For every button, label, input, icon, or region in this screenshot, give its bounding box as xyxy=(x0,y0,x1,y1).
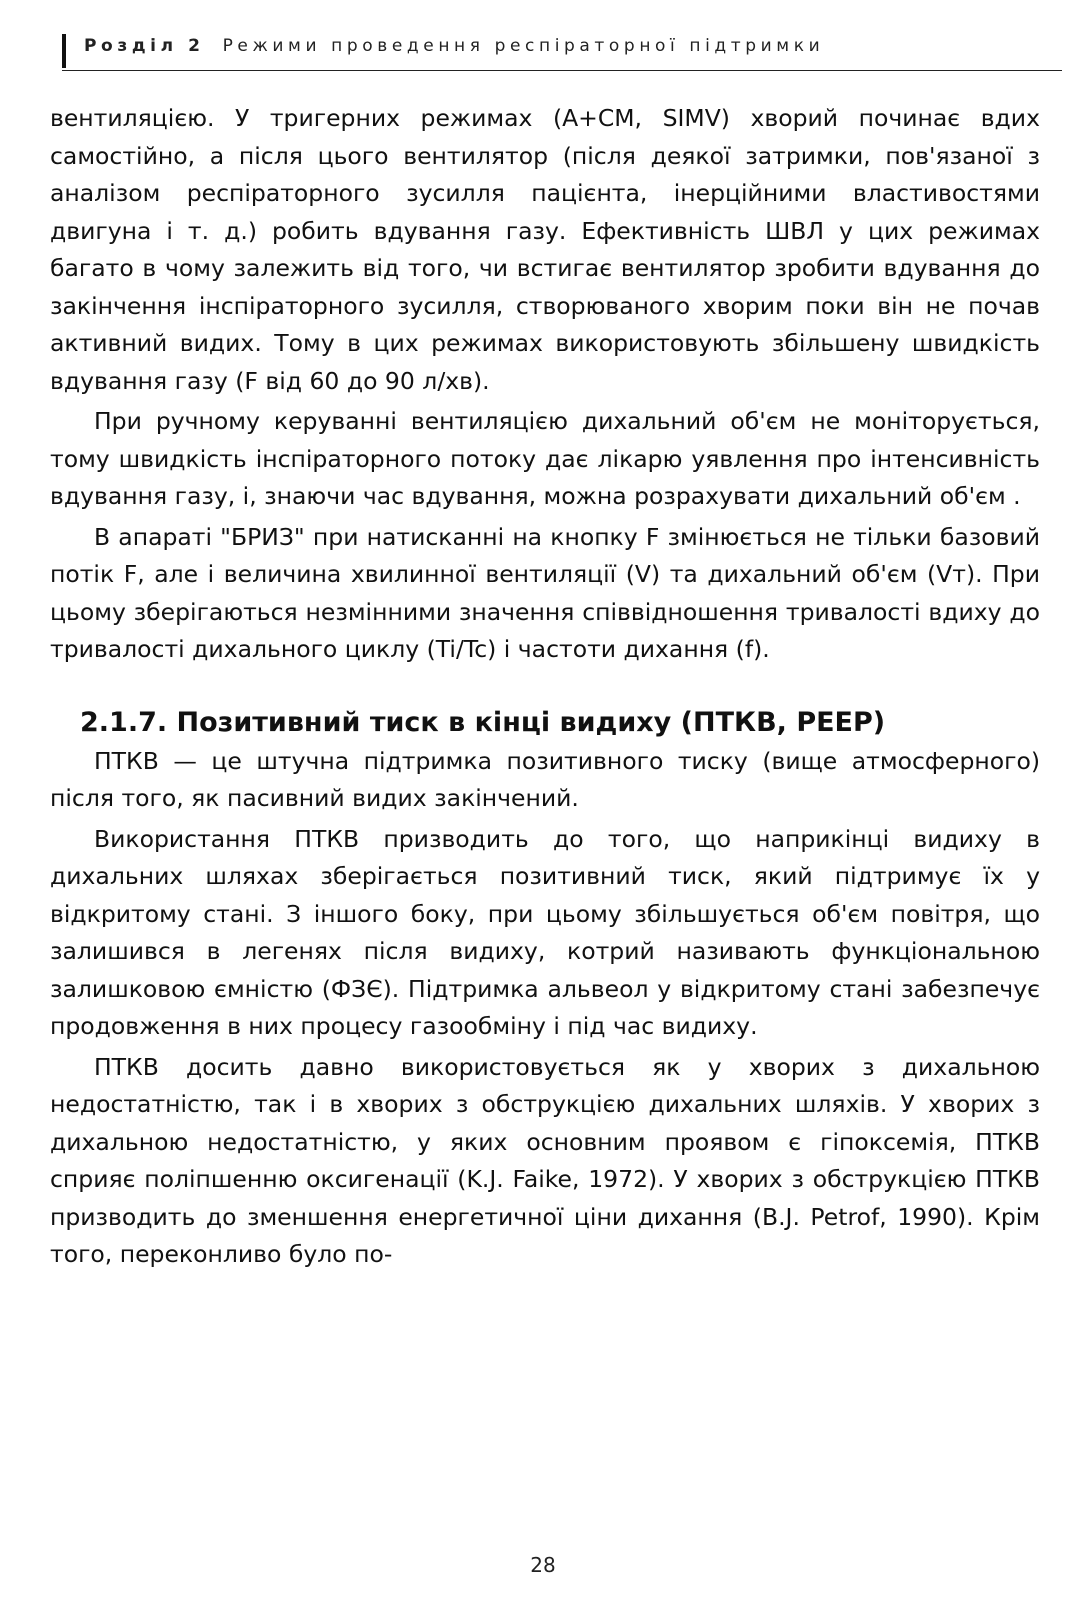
section-heading: 2.1.7. Позитивний тиск в кінці видиху (ПТКВ, PEEP) xyxy=(80,706,886,738)
paragraph: ПТКВ досить давно використовується як у хворих з дихальною недостатністю, так і в хворих з обструкцією дихальних шляхів. У хворих з дихальною недостатністю, у яких основним проявом є гіпоксемія, ПТКВ сприяє поліпшенню оксигенації (K.J. Faike, 1972). У хворих з обструкцією ПТКВ призводить до зменшення енергетичної ціни дихання (B.J. Petrof, 1990). Крім того, переконливо було по- xyxy=(50,1052,1040,1268)
paragraph: В апараті "БРИЗ" при натисканні на кнопку F змінюється не тільки базовий потік F, але і величина хвилинної вентиляції (V) та дихальний об'єм (Vт). При цьому зберігаються незмінними значення співвідношення тривалості вдиху до тривалості дихального циклу (Ti/Tc) і частоти дихання (f). xyxy=(50,522,1040,663)
running-header xyxy=(62,30,1062,71)
chapter-title: Режими проведення респіраторної підтримки xyxy=(222,36,825,56)
paragraph: ПТКВ — це штучна підтримка позитивного тиску (вище атмосферного) після того, як пасивний видих закінчений. xyxy=(50,746,1040,812)
paragraph-continued: вентиляцією. У тригерних режимах (А+СМ, SIMV) хворий починає вдих самостійно, а після цього вентилятор (після деякої затримки, пов'язаної з аналізом респіраторного зусилля пацієнта, інерційними властивостями двигуна і т. д.) робить вдування газу. Ефективність ШВЛ у цих режимах багато в чому залежить від того, чи встигає вентилятор зробити вдування до закінчення інспіраторного зусилля, створюваного хворим поки він не почав активний видих. Тому в цих режимах використовують збільшену швидкість вдування газу (F від 60 до 90 л/хв). xyxy=(50,104,1040,395)
body-text xyxy=(50,100,1040,1274)
paragraph: При ручному керуванні вентиляцією дихальний об'єм не моніторується, тому швидкість інспіраторного потоку дає лікарю уявлення про інтенсивність вдування газу, і, знаючи час вдування, можна розрахувати дихальний об'єм . xyxy=(50,407,1040,510)
page-number: 28 xyxy=(530,1553,556,1577)
paragraph: Використання ПТКВ призводить до того, що наприкінці видиху в дихальних шляхах зберігається позитивний тиск, який підтримує їх у відкритому стані. З іншого боку, при цьому збільшується об'єм повітря, що залишився в легенях після видиху, котрий називають функціональною залишковою ємністю (ФЗЄ). Підтримка альвеол у відкритому стані забезпечує продовження в них процесу газообміну і під час видиху. xyxy=(50,824,1040,1040)
header-text xyxy=(84,36,824,56)
header-rule-mark xyxy=(62,34,66,68)
chapter-label: Розділ 2 xyxy=(84,36,205,56)
